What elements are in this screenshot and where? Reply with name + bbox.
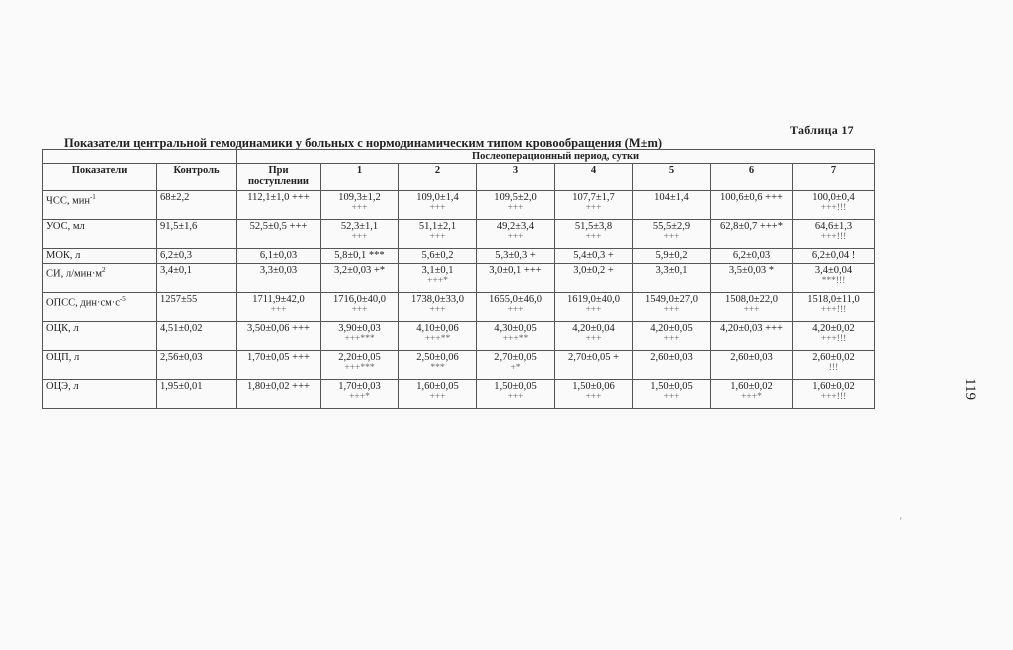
significance-marks: +++ xyxy=(507,203,524,213)
control-value: 91,5±1,6 xyxy=(157,220,237,249)
significance-marks: +++*** xyxy=(344,334,375,344)
day-value xyxy=(399,351,477,380)
significance-marks: +++!!! xyxy=(820,305,847,315)
mean-value: 3,0±0,1 +++ xyxy=(489,265,542,276)
admission-value xyxy=(237,322,321,351)
mean-value: 109,5±2,0 xyxy=(494,192,537,203)
header-admission: При поступлении xyxy=(237,164,321,191)
mean-value: 2,70±0,05 + xyxy=(567,352,620,363)
mean-value: 3,3±0,03 xyxy=(259,265,298,276)
day-value xyxy=(711,191,793,220)
row-label xyxy=(43,220,157,249)
row-label xyxy=(43,351,157,380)
day-value xyxy=(399,220,477,249)
mean-value: 3,1±0,1 xyxy=(421,265,454,276)
table-row xyxy=(43,322,875,351)
admission-value xyxy=(237,249,321,264)
mean-value: 2,60±0,03 xyxy=(730,352,773,363)
mean-value: 1619,0±40,0 xyxy=(566,294,620,305)
row-label-text: УОС, мл xyxy=(46,221,85,232)
row-label-text: ОПСС, дин·см·с xyxy=(46,297,120,309)
mean-value: 1655,0±46,0 xyxy=(488,294,542,305)
mean-value: 52,3±1,1 xyxy=(340,221,379,232)
row-label xyxy=(43,293,157,322)
significance-marks: +++ xyxy=(507,232,524,242)
mean-value: 3,3±0,1 xyxy=(655,265,688,276)
day-value xyxy=(321,191,399,220)
significance-marks: +++ xyxy=(351,305,368,315)
significance-marks: +++!!! xyxy=(820,392,847,402)
day-value xyxy=(477,380,555,409)
mean-value: 4,20±0,05 xyxy=(650,323,693,334)
mean-value: 112,1±1,0 +++ xyxy=(247,192,310,203)
control-value: 4,51±0,02 xyxy=(157,322,237,351)
day-value xyxy=(633,264,711,293)
significance-marks: +++ xyxy=(585,305,602,315)
mean-value: 2,50±0,06 xyxy=(416,352,459,363)
mean-value: 1,70±0,03 xyxy=(338,381,381,392)
mean-value: 3,4±0,04 xyxy=(814,265,853,276)
significance-marks: +++ xyxy=(663,334,680,344)
control-value: 68±2,2 xyxy=(157,191,237,220)
mean-value: 5,9±0,2 xyxy=(655,250,688,261)
day-value xyxy=(321,351,399,380)
mean-value: 3,2±0,03 +* xyxy=(333,265,386,276)
day-value xyxy=(793,351,875,380)
day-value xyxy=(555,264,633,293)
header-indicator: Показатели xyxy=(43,164,157,191)
mean-value: 104±1,4 xyxy=(654,192,689,203)
day-value xyxy=(477,293,555,322)
significance-marks: +++ xyxy=(507,392,524,402)
header-day: 3 xyxy=(477,164,555,191)
significance-marks: +++* xyxy=(427,276,448,286)
significance-marks: +++ xyxy=(585,232,602,242)
day-value xyxy=(711,380,793,409)
day-value xyxy=(793,264,875,293)
page-number: 119 xyxy=(962,378,978,400)
day-value xyxy=(321,380,399,409)
control-value: 1257±55 xyxy=(157,293,237,322)
mean-value: 3,5±0,03 * xyxy=(728,265,775,276)
row-label-unit-exponent: -1 xyxy=(89,193,96,201)
significance-marks: +++ xyxy=(507,305,524,315)
day-value xyxy=(477,191,555,220)
mean-value: 49,2±3,4 xyxy=(496,221,535,232)
significance-marks: +++* xyxy=(741,392,762,402)
control-value: 6,2±0,3 xyxy=(157,249,237,264)
day-value xyxy=(793,322,875,351)
table-row xyxy=(43,264,875,293)
day-value xyxy=(711,351,793,380)
day-value xyxy=(321,220,399,249)
mean-value: 1716,0±40,0 xyxy=(332,294,386,305)
header-blank xyxy=(43,150,237,164)
mean-value: 1,60±0,02 xyxy=(730,381,773,392)
table-number: Таблица 17 xyxy=(790,123,854,137)
significance-marks: +++!!! xyxy=(820,232,847,242)
mean-value: 2,70±0,05 xyxy=(494,352,537,363)
day-value xyxy=(633,191,711,220)
significance-marks: +++** xyxy=(502,334,529,344)
significance-marks: +++ xyxy=(429,392,446,402)
mean-value: 1738,0±33,0 xyxy=(410,294,464,305)
day-value xyxy=(633,380,711,409)
row-label xyxy=(43,380,157,409)
admission-value xyxy=(237,220,321,249)
mean-value: 5,3±0,3 + xyxy=(495,250,536,261)
row-label xyxy=(43,191,157,220)
mean-value: 1,50±0,05 xyxy=(494,381,537,392)
header-day: 5 xyxy=(633,164,711,191)
stray-mark: ' xyxy=(900,516,902,526)
mean-value: 4,30±0,05 xyxy=(494,323,537,334)
day-value xyxy=(555,249,633,264)
mean-value: 4,20±0,04 xyxy=(572,323,615,334)
header-day: 7 xyxy=(793,164,875,191)
mean-value: 100,0±0,4 xyxy=(812,192,855,203)
day-value xyxy=(321,322,399,351)
mean-value: 1,80±0,02 +++ xyxy=(247,381,310,392)
day-value xyxy=(477,220,555,249)
mean-value: 109,0±1,4 xyxy=(416,192,459,203)
mean-value: 1711,9±42,0 xyxy=(252,294,305,305)
day-value xyxy=(633,249,711,264)
mean-value: 1,70±0,05 +++ xyxy=(247,352,310,363)
significance-marks: +++ xyxy=(270,305,287,315)
mean-value: 2,60±0,02 xyxy=(812,352,855,363)
mean-value: 3,90±0,03 xyxy=(338,323,381,334)
day-value xyxy=(711,264,793,293)
mean-value: 3,0±0,2 + xyxy=(573,265,614,276)
table-body xyxy=(43,191,875,409)
day-value xyxy=(399,322,477,351)
day-value xyxy=(399,264,477,293)
day-value xyxy=(793,220,875,249)
mean-value: 2,60±0,03 xyxy=(650,352,693,363)
mean-value: 1549,0±27,0 xyxy=(644,294,698,305)
significance-marks: !!! xyxy=(828,363,839,373)
row-label xyxy=(43,264,157,293)
header-day: 2 xyxy=(399,164,477,191)
mean-value: 5,6±0,2 xyxy=(421,250,454,261)
header-day: 1 xyxy=(321,164,399,191)
day-value xyxy=(711,249,793,264)
row-label-unit-exponent: 2 xyxy=(102,266,106,274)
admission-value xyxy=(237,380,321,409)
row-label-text: ОЦК, л xyxy=(46,323,79,334)
significance-marks: +++ xyxy=(429,203,446,213)
row-label-text: МОК, л xyxy=(46,250,81,261)
day-value xyxy=(321,249,399,264)
table-row xyxy=(43,220,875,249)
hemodynamics-table xyxy=(42,149,875,409)
significance-marks: ***!!! xyxy=(821,276,846,286)
day-value xyxy=(477,249,555,264)
mean-value: 109,3±1,2 xyxy=(338,192,381,203)
mean-value: 55,5±2,9 xyxy=(652,221,691,232)
table-row xyxy=(43,249,875,264)
significance-marks: +++ xyxy=(429,305,446,315)
mean-value: 6,1±0,03 xyxy=(259,250,298,261)
significance-marks: +++ xyxy=(663,392,680,402)
significance-marks: *** xyxy=(430,363,445,373)
day-value xyxy=(555,220,633,249)
day-value xyxy=(399,293,477,322)
significance-marks: +++!!! xyxy=(820,203,847,213)
mean-value: 51,5±3,8 xyxy=(574,221,613,232)
mean-value: 4,20±0,03 +++ xyxy=(720,323,783,334)
mean-value: 1518,0±11,0 xyxy=(807,294,860,305)
admission-value xyxy=(237,293,321,322)
row-label-text: ОЦЭ, л xyxy=(46,381,79,392)
day-value xyxy=(555,380,633,409)
mean-value: 51,1±2,1 xyxy=(418,221,457,232)
significance-marks: +++ xyxy=(743,305,760,315)
day-value xyxy=(793,380,875,409)
mean-value: 5,8±0,1 *** xyxy=(334,250,385,261)
significance-marks: +++ xyxy=(663,305,680,315)
mean-value: 1,60±0,02 xyxy=(812,381,855,392)
mean-value: 1,60±0,05 xyxy=(416,381,459,392)
significance-marks: +++ xyxy=(351,203,368,213)
significance-marks: +++** xyxy=(424,334,451,344)
table-row xyxy=(43,293,875,322)
mean-value: 1508,0±22,0 xyxy=(724,294,778,305)
admission-value xyxy=(237,351,321,380)
row-label-text: ЧСС, мин xyxy=(46,195,90,207)
day-value xyxy=(633,220,711,249)
day-value xyxy=(399,380,477,409)
day-value xyxy=(633,293,711,322)
header-control: Контроль xyxy=(157,164,237,191)
mean-value: 6,2±0,03 xyxy=(732,250,771,261)
mean-value: 2,20±0,05 xyxy=(338,352,381,363)
row-label-text: ОЦП, л xyxy=(46,352,80,363)
mean-value: 64,6±1,3 xyxy=(814,221,853,232)
row-label-unit-exponent: -5 xyxy=(119,295,126,303)
mean-value: 4,10±0,06 xyxy=(416,323,459,334)
day-value xyxy=(793,249,875,264)
control-value: 1,95±0,01 xyxy=(157,380,237,409)
header-postop-period: Послеоперационный период, сутки xyxy=(237,150,875,164)
mean-value: 62,8±0,7 +++* xyxy=(720,221,783,232)
day-value xyxy=(477,264,555,293)
significance-marks: +++*** xyxy=(344,363,375,373)
day-value xyxy=(555,322,633,351)
day-value xyxy=(477,351,555,380)
mean-value: 4,20±0,02 xyxy=(812,323,855,334)
table-title: Показатели центральной гемодинамики у больных с нормодинамическим типом кровообращения (М±m) xyxy=(64,136,663,150)
table-row xyxy=(43,380,875,409)
significance-marks: +++ xyxy=(429,232,446,242)
row-label-text: СИ, л/мин·м xyxy=(46,268,103,280)
day-value xyxy=(399,249,477,264)
mean-value: 6,2±0,04 ! xyxy=(811,250,856,261)
day-value xyxy=(633,322,711,351)
day-value xyxy=(477,322,555,351)
day-value xyxy=(711,322,793,351)
table-row xyxy=(43,191,875,220)
significance-marks: +* xyxy=(510,363,521,373)
control-value: 2,56±0,03 xyxy=(157,351,237,380)
significance-marks: +++ xyxy=(585,334,602,344)
mean-value: 5,4±0,3 + xyxy=(573,250,614,261)
row-label xyxy=(43,322,157,351)
mean-value: 52,5±0,5 +++ xyxy=(249,221,308,232)
mean-value: 100,6±0,6 +++ xyxy=(720,192,783,203)
admission-value xyxy=(237,191,321,220)
day-value xyxy=(399,191,477,220)
significance-marks: +++ xyxy=(351,232,368,242)
significance-marks: +++!!! xyxy=(820,334,847,344)
day-value xyxy=(793,293,875,322)
significance-marks: +++ xyxy=(663,232,680,242)
day-value xyxy=(633,351,711,380)
mean-value: 1,50±0,06 xyxy=(572,381,615,392)
control-value: 3,4±0,1 xyxy=(157,264,237,293)
day-value xyxy=(555,191,633,220)
table-row xyxy=(43,351,875,380)
mean-value: 3,50±0,06 +++ xyxy=(247,323,310,334)
mean-value: 1,50±0,05 xyxy=(650,381,693,392)
significance-marks: +++* xyxy=(349,392,370,402)
significance-marks: +++ xyxy=(585,392,602,402)
header-day: 4 xyxy=(555,164,633,191)
header-day: 6 xyxy=(711,164,793,191)
mean-value: 107,7±1,7 xyxy=(572,192,615,203)
significance-marks: +++ xyxy=(585,203,602,213)
day-value xyxy=(555,351,633,380)
day-value xyxy=(321,264,399,293)
day-value xyxy=(793,191,875,220)
day-value xyxy=(555,293,633,322)
day-value xyxy=(711,293,793,322)
admission-value xyxy=(237,264,321,293)
day-value xyxy=(711,220,793,249)
row-label xyxy=(43,249,157,264)
day-value xyxy=(321,293,399,322)
